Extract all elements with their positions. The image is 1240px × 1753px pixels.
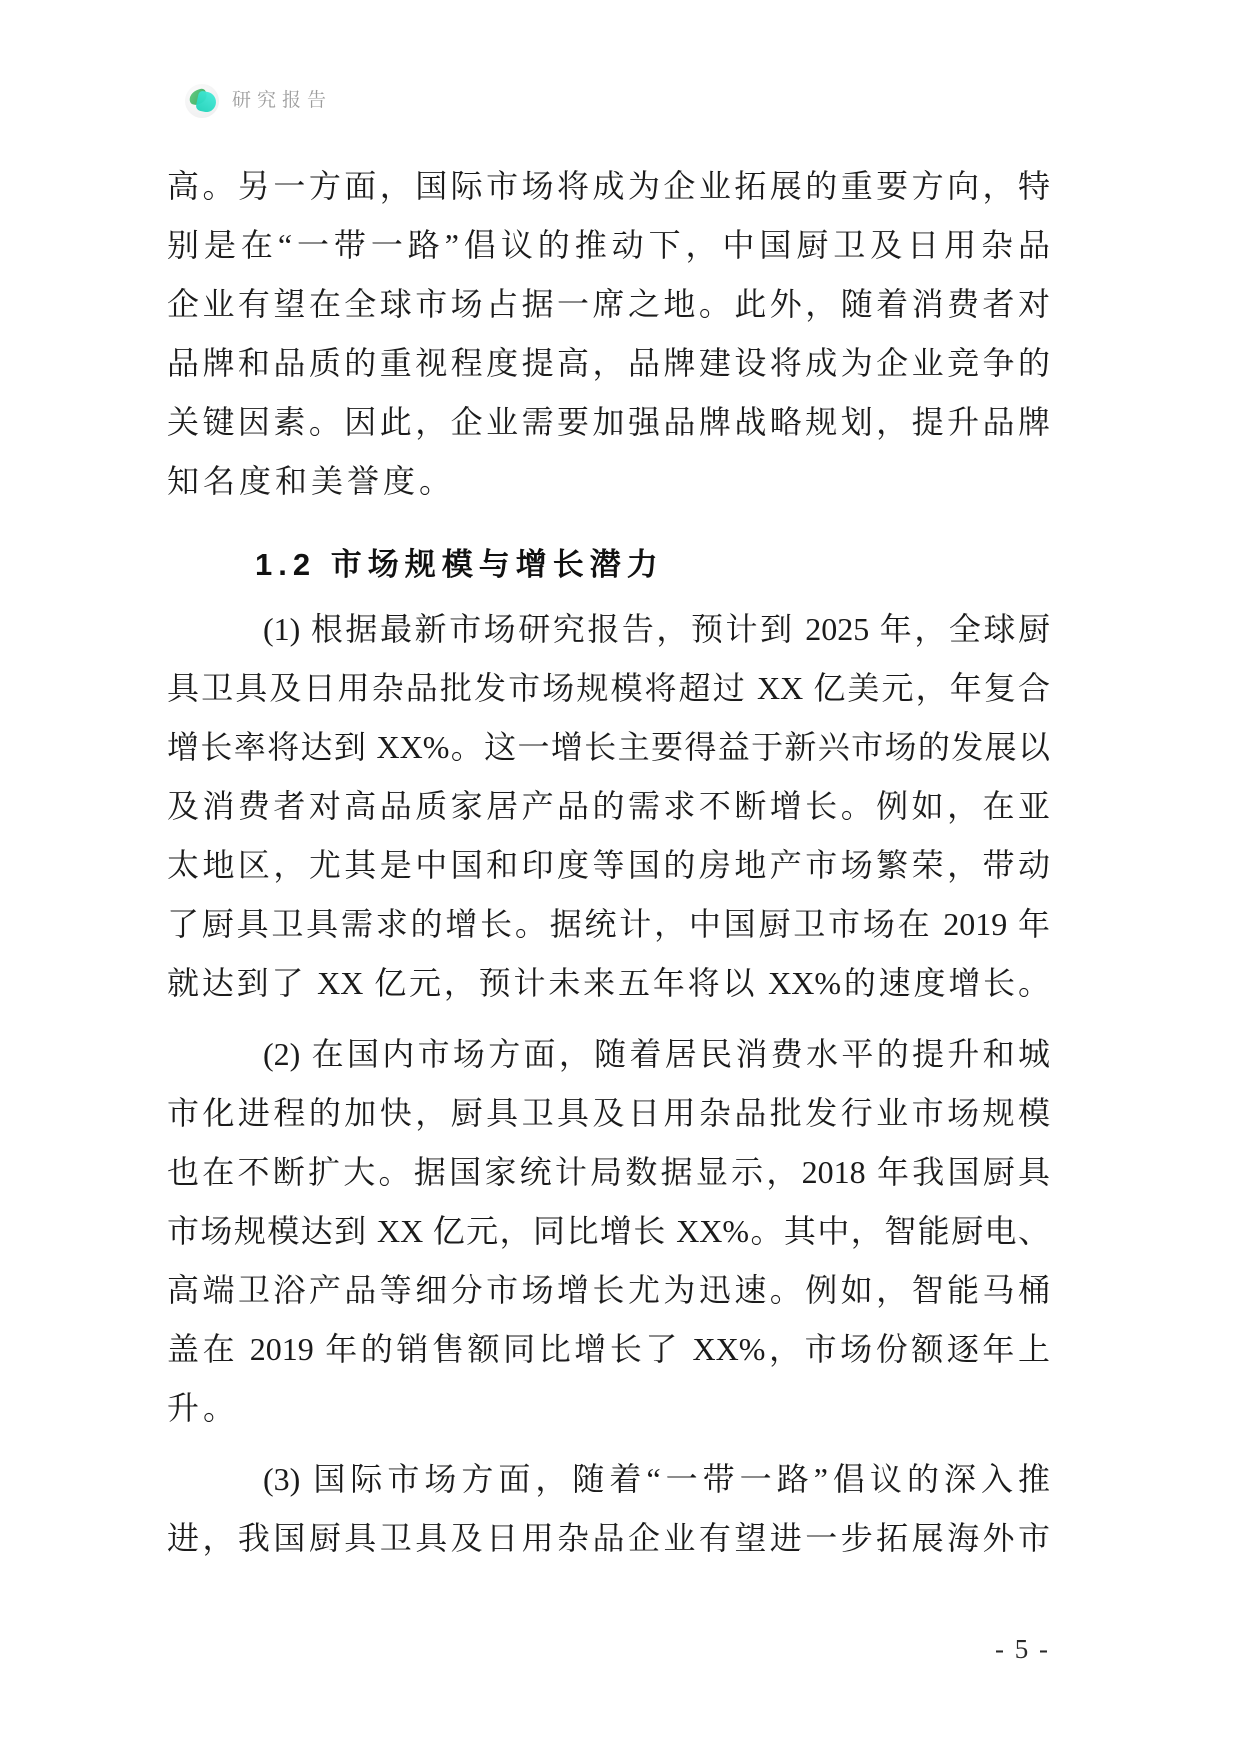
text-line: 高。另一方面，国际市场将成为企业拓展的重要方向，特 [167, 168, 1050, 204]
text-line: 增长率将达到 XX%。这一增长主要得益于新兴市场的发展以 [167, 729, 1050, 765]
text-line: 升。 [167, 1390, 240, 1426]
paragraph [167, 157, 1050, 511]
page-footer [995, 1634, 1050, 1665]
text-line: 市化进程的加快，厨具卫具及日用杂品批发行业市场规模 [167, 1095, 1050, 1131]
logo-swoosh-shape [195, 90, 218, 114]
text-line: 市场规模达到 XX 亿元，同比增长 XX%。其中，智能厨电、 [167, 1213, 1050, 1249]
brand-logo-icon [185, 84, 219, 118]
text-line: 具卫具及日用杂品批发市场规模将超过 XX 亿美元，年复合 [167, 670, 1050, 706]
text-line: 品牌和品质的重视程度提高，品牌建设将成为企业竞争的 [167, 345, 1050, 381]
text-line: (1) 根据最新市场研究报告，预计到 2025 年，全球厨 [263, 611, 1050, 647]
text-line: 企业有望在全球市场占据一席之地。此外，随着消费者对 [167, 286, 1050, 322]
text-line: 知名度和美誉度。 [167, 463, 456, 499]
text-line: 了厨具卫具需求的增长。据统计，中国厨卫市场在 2019 年 [167, 906, 1050, 942]
text-line: 高端卫浴产品等细分市场增长尤为迅速。例如，智能马桶 [167, 1272, 1050, 1308]
paragraph [167, 1025, 1050, 1438]
page-number: - 5 - [995, 1634, 1050, 1664]
text-line: 就达到了 XX 亿元，预计未来五年将以 XX%的速度增长。 [167, 965, 1050, 1001]
text-line: 太地区，尤其是中国和印度等国的房地产市场繁荣，带动 [167, 847, 1050, 883]
text-line: (2) 在国内市场方面，随着居民消费水平的提升和城 [263, 1036, 1050, 1072]
text-line: 进，我国厨具卫具及日用杂品企业有望进一步拓展海外市 [167, 1520, 1050, 1556]
brand-text: 研究报告 [232, 90, 333, 111]
text-line: 关键因素。因此，企业需要加强品牌战略规划，提升品牌 [167, 404, 1050, 440]
text-line: 也在不断扩大。据国家统计局数据显示，2018 年我国厨具 [167, 1154, 1050, 1190]
section-heading: 1.2 市场规模与增长潜力 [255, 547, 664, 582]
text-line: 盖在 2019 年的销售额同比增长了 XX%，市场份额逐年上 [167, 1331, 1050, 1367]
text-line: 及消费者对高品质家居产品的需求不断增长。例如，在亚 [167, 788, 1050, 824]
paragraph [167, 1450, 1050, 1568]
document-body [167, 157, 1050, 1568]
text-line: 别是在“一带一路”倡议的推动下，中国厨卫及日用杂品 [167, 227, 1050, 263]
paragraph [167, 600, 1050, 1013]
text-line: (3) 国际市场方面，随着“一带一路”倡议的深入推 [263, 1461, 1050, 1497]
page-header [185, 84, 332, 118]
